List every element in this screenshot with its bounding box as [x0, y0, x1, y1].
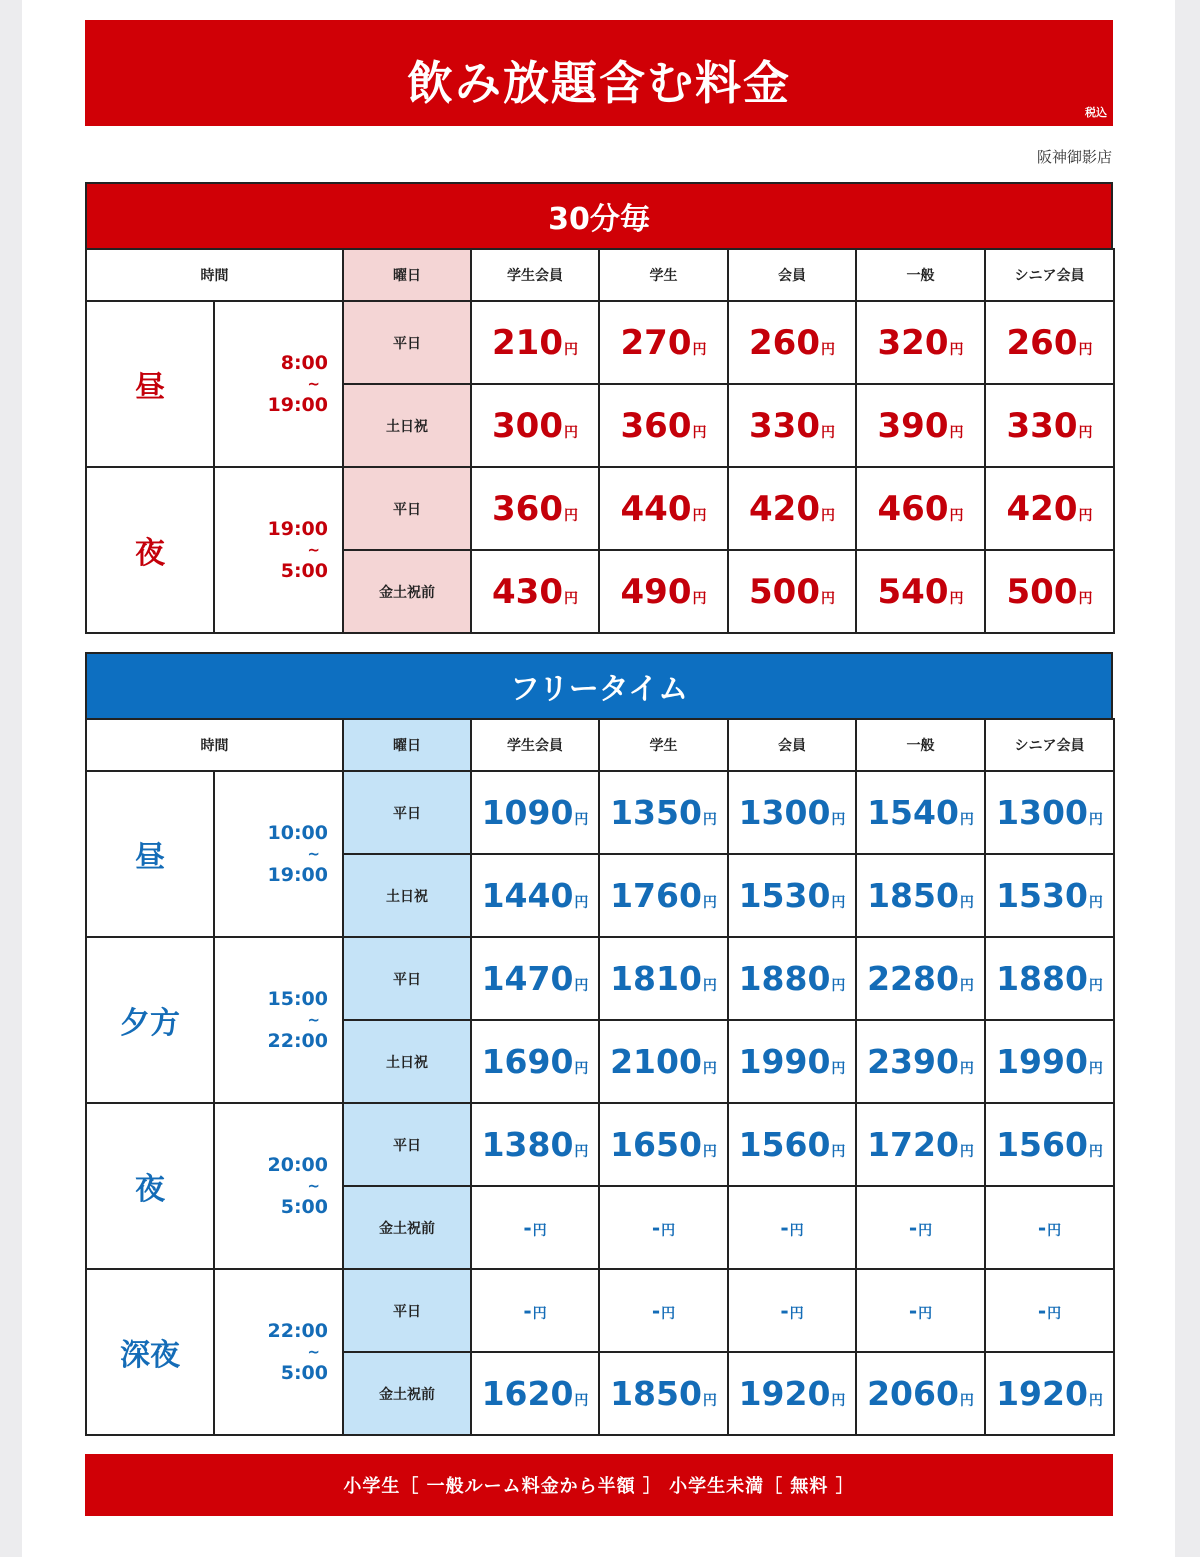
yen-unit: 円 — [702, 895, 717, 911]
period-name: 夜 — [86, 467, 214, 633]
price-cell — [599, 937, 728, 1020]
price-cell — [985, 1269, 1114, 1352]
col-header-plan: シニア会員 — [985, 249, 1114, 301]
price-cell — [599, 467, 728, 550]
period-name: 昼 — [86, 771, 214, 937]
price-value: 320 — [877, 322, 949, 363]
price-cell — [599, 1352, 728, 1435]
price-table-30min — [85, 248, 1115, 634]
table-row — [86, 1269, 1114, 1352]
yen-unit: 円 — [949, 341, 964, 358]
price-value: 260 — [749, 322, 820, 363]
time-end: 19:00 — [267, 393, 328, 416]
price-cell — [599, 301, 728, 384]
price-value: 430 — [492, 571, 563, 612]
yen-unit: 円 — [1088, 1393, 1103, 1409]
yen-unit: 円 — [574, 1144, 589, 1160]
yen-unit: 円 — [702, 978, 717, 994]
price-cell — [599, 854, 728, 937]
yen-unit: 円 — [1047, 1305, 1062, 1322]
yen-unit: 円 — [1088, 812, 1103, 828]
price-cell — [599, 1186, 728, 1269]
price-cell — [471, 1103, 599, 1186]
time-range — [214, 301, 343, 467]
yen-unit: 円 — [692, 424, 707, 441]
price-value: 420 — [1006, 488, 1078, 529]
yen-unit: 円 — [1088, 1144, 1103, 1160]
price-cell — [856, 1269, 985, 1352]
yen-unit: 円 — [1078, 507, 1093, 524]
yen-unit: 円 — [1088, 895, 1103, 911]
yen-unit: 円 — [1047, 1222, 1062, 1239]
price-cell — [471, 467, 599, 550]
price-value: 1300 — [738, 793, 831, 832]
yen-unit: 円 — [661, 1305, 676, 1322]
price-cell — [985, 854, 1114, 937]
price-cell — [599, 1020, 728, 1103]
yen-unit: 円 — [831, 812, 846, 828]
price-value: 500 — [1006, 571, 1078, 612]
price-cell — [985, 467, 1114, 550]
day-type: 土日祝 — [343, 854, 471, 937]
time-start: 19:00 — [267, 517, 328, 540]
yen-unit: 円 — [574, 978, 589, 994]
price-value: 270 — [620, 322, 692, 363]
price-cell — [856, 1186, 985, 1269]
price-value: 390 — [877, 405, 949, 446]
price-value: - — [780, 1215, 789, 1240]
price-value: 1810 — [610, 959, 702, 998]
col-header-plan: 学生会員 — [471, 249, 599, 301]
price-cell — [471, 1020, 599, 1103]
yen-unit: 円 — [959, 1393, 974, 1409]
price-value: 2100 — [610, 1042, 702, 1081]
yen-unit: 円 — [532, 1222, 547, 1239]
yen-unit: 円 — [1088, 978, 1103, 994]
price-cell — [728, 1269, 856, 1352]
price-value: 1990 — [996, 1042, 1088, 1081]
yen-unit: 円 — [574, 895, 589, 911]
price-value: 1350 — [610, 793, 702, 832]
yen-unit: 円 — [702, 812, 717, 828]
price-value: - — [523, 1215, 532, 1240]
footer-note: 小学生［ 一般ルーム料金から半額 ］ 小学生未満［ 無料 ］ — [85, 1454, 1113, 1516]
yen-unit: 円 — [563, 590, 578, 607]
time-range — [214, 467, 343, 633]
price-value: 1920 — [738, 1374, 831, 1413]
day-type: 平日 — [343, 1103, 471, 1186]
price-cell — [471, 1186, 599, 1269]
col-header-plan: 学生会員 — [471, 719, 599, 771]
price-cell — [599, 1103, 728, 1186]
table-row — [86, 771, 1114, 854]
time-end: 5:00 — [280, 1361, 328, 1384]
price-cell — [856, 854, 985, 937]
col-header-plan: 学生 — [599, 719, 728, 771]
yen-unit: 円 — [661, 1222, 676, 1239]
price-value: 420 — [749, 488, 820, 529]
yen-unit: 円 — [831, 1144, 846, 1160]
price-cell — [985, 771, 1114, 854]
price-value: 540 — [877, 571, 949, 612]
col-header-plan: シニア会員 — [985, 719, 1114, 771]
yen-unit: 円 — [831, 1061, 846, 1077]
price-cell — [856, 301, 985, 384]
yen-unit: 円 — [959, 978, 974, 994]
yen-unit: 円 — [949, 507, 964, 524]
table-row — [86, 467, 1114, 550]
col-header-plan: 一般 — [856, 719, 985, 771]
yen-unit: 円 — [702, 1144, 717, 1160]
price-value: 1620 — [481, 1374, 574, 1413]
time-start: 8:00 — [280, 351, 328, 374]
price-value: 300 — [492, 405, 563, 446]
price-value: 1650 — [610, 1125, 702, 1164]
price-cell — [856, 467, 985, 550]
price-value: 210 — [492, 322, 563, 363]
yen-unit: 円 — [532, 1305, 547, 1322]
store-name: 阪神御影店 — [1036, 148, 1112, 166]
price-cell — [599, 771, 728, 854]
section-header-30min: 30分毎 — [85, 182, 1113, 248]
yen-unit: 円 — [1078, 590, 1093, 607]
yen-unit: 円 — [820, 424, 835, 441]
day-type: 金土祝前 — [343, 1186, 471, 1269]
price-value: 1440 — [481, 876, 574, 915]
price-cell — [471, 1352, 599, 1435]
time-tilde: ~ — [307, 540, 320, 559]
price-value: - — [1037, 1215, 1047, 1240]
price-cell — [728, 1186, 856, 1269]
yen-unit: 円 — [831, 1393, 846, 1409]
day-type: 平日 — [343, 467, 471, 550]
price-cell — [599, 550, 728, 633]
yen-unit: 円 — [918, 1305, 933, 1322]
time-tilde: ~ — [307, 374, 320, 393]
price-value: 1530 — [996, 876, 1088, 915]
yen-unit: 円 — [949, 424, 964, 441]
price-cell — [728, 771, 856, 854]
day-type: 金土祝前 — [343, 550, 471, 633]
day-type: 平日 — [343, 771, 471, 854]
price-cell — [728, 1020, 856, 1103]
yen-unit: 円 — [959, 1144, 974, 1160]
price-cell — [728, 854, 856, 937]
price-value: 1720 — [867, 1125, 959, 1164]
col-header-time: 時間 — [86, 719, 343, 771]
tax-note: 税込 — [1085, 106, 1107, 119]
price-value: - — [651, 1215, 661, 1240]
yen-unit: 円 — [820, 341, 835, 358]
period-name: 昼 — [86, 301, 214, 467]
period-name: 夜 — [86, 1103, 214, 1269]
time-start: 15:00 — [267, 987, 328, 1010]
table-row — [86, 937, 1114, 1020]
time-end: 5:00 — [280, 559, 328, 582]
title-banner — [85, 20, 1113, 126]
price-table-freetime — [85, 718, 1115, 1436]
time-range — [214, 771, 343, 937]
price-value: 1560 — [738, 1125, 831, 1164]
price-value: 500 — [749, 571, 820, 612]
price-cell — [471, 1269, 599, 1352]
price-cell — [856, 937, 985, 1020]
col-header-plan: 会員 — [728, 719, 856, 771]
yen-unit: 円 — [831, 895, 846, 911]
yen-unit: 円 — [918, 1222, 933, 1239]
price-value: 330 — [749, 405, 820, 446]
price-value: 2060 — [867, 1374, 959, 1413]
yen-unit: 円 — [959, 1061, 974, 1077]
price-value: 260 — [1006, 322, 1078, 363]
price-value: - — [1037, 1298, 1047, 1323]
table-row — [86, 301, 1114, 384]
price-value: 1090 — [481, 793, 574, 832]
col-header-plan: 学生 — [599, 249, 728, 301]
price-cell — [599, 384, 728, 467]
yen-unit: 円 — [702, 1061, 717, 1077]
price-cell — [856, 1103, 985, 1186]
price-value: 330 — [1006, 405, 1078, 446]
time-range — [214, 937, 343, 1103]
day-type: 平日 — [343, 1269, 471, 1352]
price-value: 1880 — [738, 959, 831, 998]
price-value: 2280 — [867, 959, 959, 998]
price-cell — [728, 467, 856, 550]
col-header-plan: 会員 — [728, 249, 856, 301]
price-cell — [728, 937, 856, 1020]
yen-unit: 円 — [1078, 424, 1093, 441]
price-value: 1470 — [481, 959, 574, 998]
price-cell — [471, 771, 599, 854]
time-end: 5:00 — [280, 1195, 328, 1218]
price-value: 460 — [877, 488, 949, 529]
price-cell — [985, 937, 1114, 1020]
price-cell — [856, 771, 985, 854]
price-value: 360 — [492, 488, 563, 529]
yen-unit: 円 — [692, 590, 707, 607]
price-cell — [856, 550, 985, 633]
yen-unit: 円 — [820, 590, 835, 607]
price-value: - — [908, 1298, 918, 1323]
yen-unit: 円 — [820, 507, 835, 524]
period-name: 夕方 — [86, 937, 214, 1103]
price-cell — [728, 301, 856, 384]
price-value: 2390 — [867, 1042, 959, 1081]
time-range — [214, 1103, 343, 1269]
price-cell — [471, 301, 599, 384]
time-start: 20:00 — [267, 1153, 328, 1176]
price-cell — [728, 1103, 856, 1186]
price-value: 1990 — [738, 1042, 831, 1081]
yen-unit: 円 — [574, 1393, 589, 1409]
col-header-time: 時間 — [86, 249, 343, 301]
section-header-freetime: フリータイム — [85, 652, 1113, 718]
time-end: 19:00 — [267, 863, 328, 886]
price-cell — [985, 1352, 1114, 1435]
time-tilde: ~ — [307, 1176, 320, 1195]
page-title: 飲み放題含む料金 — [407, 56, 791, 110]
yen-unit: 円 — [789, 1305, 804, 1322]
price-value: - — [908, 1215, 918, 1240]
yen-unit: 円 — [574, 1061, 589, 1077]
day-type: 土日祝 — [343, 1020, 471, 1103]
yen-unit: 円 — [563, 341, 578, 358]
day-type: 土日祝 — [343, 384, 471, 467]
price-value: 490 — [620, 571, 692, 612]
price-value: 360 — [620, 405, 692, 446]
col-header-day: 曜日 — [343, 249, 471, 301]
price-cell — [985, 550, 1114, 633]
yen-unit: 円 — [563, 507, 578, 524]
price-value: 1380 — [481, 1125, 574, 1164]
price-cell — [471, 384, 599, 467]
day-type: 金土祝前 — [343, 1352, 471, 1435]
price-cell — [471, 854, 599, 937]
table-row — [86, 1103, 1114, 1186]
price-cell — [856, 1352, 985, 1435]
price-value: 1530 — [738, 876, 831, 915]
price-value: 1690 — [481, 1042, 574, 1081]
price-value: 1300 — [996, 793, 1088, 832]
price-value: 1850 — [867, 876, 959, 915]
yen-unit: 円 — [692, 507, 707, 524]
day-type: 平日 — [343, 937, 471, 1020]
price-cell — [985, 1186, 1114, 1269]
price-cell — [599, 1269, 728, 1352]
day-type: 平日 — [343, 301, 471, 384]
price-value: 1540 — [867, 793, 959, 832]
price-cell — [728, 384, 856, 467]
price-cell — [985, 384, 1114, 467]
time-start: 22:00 — [267, 1319, 328, 1342]
price-cell — [471, 937, 599, 1020]
yen-unit: 円 — [563, 424, 578, 441]
price-cell — [856, 1020, 985, 1103]
time-tilde: ~ — [307, 844, 320, 863]
price-value: - — [651, 1298, 661, 1323]
col-header-day: 曜日 — [343, 719, 471, 771]
yen-unit: 円 — [692, 341, 707, 358]
price-cell — [985, 301, 1114, 384]
price-cell — [856, 384, 985, 467]
yen-unit: 円 — [959, 895, 974, 911]
yen-unit: 円 — [831, 978, 846, 994]
yen-unit: 円 — [949, 590, 964, 607]
yen-unit: 円 — [574, 812, 589, 828]
price-value: 1880 — [996, 959, 1088, 998]
time-tilde: ~ — [307, 1342, 320, 1361]
price-cell — [985, 1103, 1114, 1186]
price-value: 440 — [620, 488, 692, 529]
price-value: - — [780, 1298, 789, 1323]
price-value: 1760 — [610, 876, 702, 915]
column-header-row — [86, 719, 1114, 771]
price-value: 1850 — [610, 1374, 702, 1413]
price-value: - — [523, 1298, 532, 1323]
col-header-plan: 一般 — [856, 249, 985, 301]
yen-unit: 円 — [1078, 341, 1093, 358]
price-value: 1920 — [996, 1374, 1088, 1413]
yen-unit: 円 — [1088, 1061, 1103, 1077]
price-cell — [471, 550, 599, 633]
price-cell — [728, 550, 856, 633]
price-cell — [985, 1020, 1114, 1103]
price-cell — [728, 1352, 856, 1435]
column-header-row — [86, 249, 1114, 301]
period-name: 深夜 — [86, 1269, 214, 1435]
time-end: 22:00 — [267, 1029, 328, 1052]
yen-unit: 円 — [959, 812, 974, 828]
time-range — [214, 1269, 343, 1435]
yen-unit: 円 — [789, 1222, 804, 1239]
time-tilde: ~ — [307, 1010, 320, 1029]
yen-unit: 円 — [702, 1393, 717, 1409]
price-value: 1560 — [996, 1125, 1088, 1164]
time-start: 10:00 — [267, 821, 328, 844]
